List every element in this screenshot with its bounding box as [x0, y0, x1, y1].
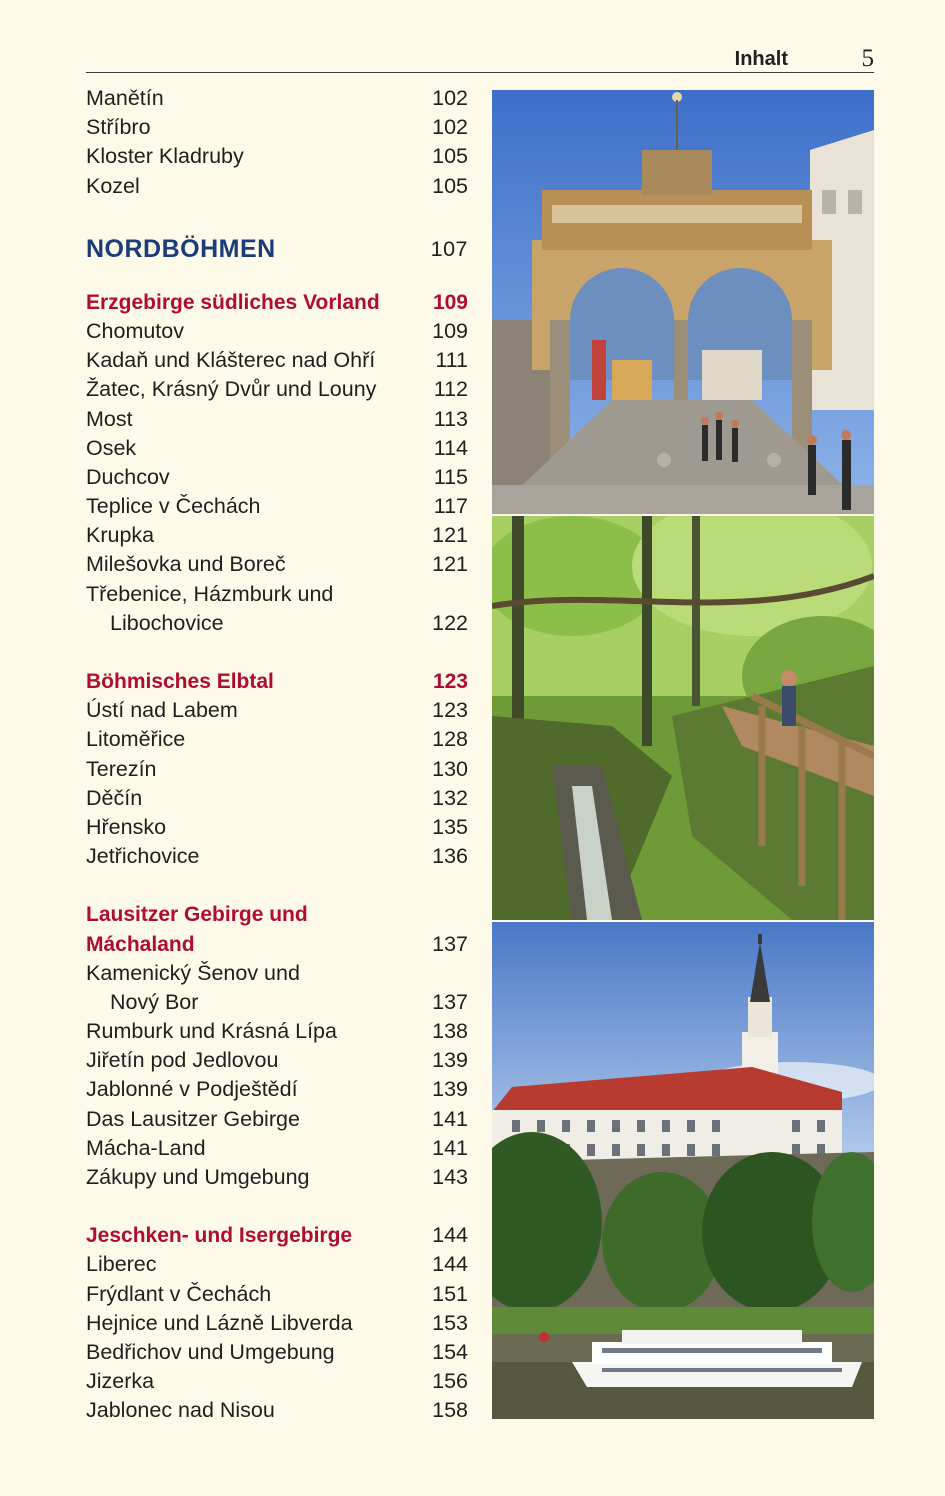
section-title: Inhalt [734, 48, 788, 70]
toc-entry-continued[interactable]: Libochovice 122 [110, 610, 468, 635]
toc-subheading[interactable]: Böhmisches Elbtal 123 [86, 670, 468, 693]
toc-entry[interactable]: Chomutov 109 [86, 318, 468, 343]
castle-river-photo [492, 922, 874, 1419]
toc-entry[interactable]: Kadaň und Klášterec nad Ohří 111 [86, 348, 468, 373]
toc-entry[interactable]: Stříbro 102 [86, 115, 468, 140]
toc-entry[interactable]: Jiřetín pod Jedlovou 139 [86, 1048, 468, 1073]
toc-entry[interactable]: Most 113 [86, 406, 468, 431]
toc-region-heading[interactable]: NORDBÖHMEN 107 [86, 234, 468, 263]
toc-entry[interactable]: Litoměřice 128 [86, 727, 468, 752]
toc-entry[interactable]: Milešovka und Boreč 121 [86, 552, 468, 577]
forest-gorge-illustration [492, 516, 874, 920]
toc-entry[interactable]: Kloster Kladruby 105 [86, 144, 468, 169]
spacer [86, 638, 468, 667]
toc-entry[interactable]: Krupka 121 [86, 523, 468, 548]
toc-subheading[interactable]: Erzgebirge südliches Vorland 109 [86, 290, 468, 314]
toc-entry[interactable]: Děčín 132 [86, 785, 468, 810]
toc-entry[interactable]: Teplice v Čechách 117 [86, 494, 468, 519]
toc-entry[interactable]: Ústí nad Labem 123 [86, 698, 468, 723]
toc-entry[interactable]: Jizerka 156 [86, 1369, 468, 1394]
toc-entry[interactable]: Hřensko 135 [86, 814, 468, 839]
toc-entry[interactable]: Kozel 105 [86, 173, 468, 198]
toc-entry[interactable]: Zákupy und Umgebung 143 [86, 1165, 468, 1189]
toc-entry[interactable]: Kamenický Šenov und [86, 960, 300, 985]
toc-entry[interactable]: Manětín 102 [86, 86, 468, 110]
table-of-contents [86, 84, 468, 1426]
toc-subheading[interactable]: Jeschken- und Isergebirge 144 [86, 1223, 468, 1248]
toc-entry[interactable]: Jetřichovice 136 [86, 844, 468, 869]
toc-entry[interactable]: Frýdlant v Čechách 151 [86, 1281, 468, 1306]
toc-entry[interactable]: Osek 114 [86, 435, 468, 460]
toc-entry[interactable]: Žatec, Krásný Dvůr und Louny 112 [86, 377, 468, 402]
toc-entry[interactable]: Bedřichov und Umgebung 154 [86, 1339, 468, 1364]
brewery-gate-illustration [492, 90, 874, 514]
toc-entry[interactable]: Mácha-Land 141 [86, 1135, 468, 1160]
toc-entry[interactable]: Liberec 144 [86, 1252, 468, 1277]
toc-entry[interactable]: Jablonec nad Nisou 158 [86, 1398, 468, 1423]
toc-entry[interactable]: Třebenice, Házmburk und [86, 581, 334, 606]
spacer [86, 268, 468, 288]
toc-subheading[interactable]: Lausitzer Gebirge und [86, 903, 308, 927]
toc-entry-continued[interactable]: Nový Bor 137 [110, 989, 468, 1014]
castle-river-illustration [492, 922, 874, 1419]
toc-entry[interactable]: Duchcov 115 [86, 464, 468, 489]
spacer [86, 201, 468, 230]
toc-entry[interactable]: Terezín 130 [86, 756, 468, 781]
forest-gorge-photo [492, 516, 874, 920]
page-number: 5 [861, 45, 874, 72]
toc-entry[interactable]: Jablonné v Podještědí 139 [86, 1077, 468, 1102]
spacer [86, 871, 468, 900]
spacer [86, 1192, 468, 1221]
toc-subheading-continued[interactable]: Máchaland 137 [86, 931, 468, 956]
toc-entry[interactable]: Rumburk und Krásná Lípa 138 [86, 1019, 468, 1044]
toc-entry[interactable]: Das Lausitzer Gebirge 141 [86, 1106, 468, 1131]
page-header [86, 40, 874, 73]
toc-entry[interactable]: Hejnice und Lázně Libverda 153 [86, 1310, 468, 1335]
brewery-gate-photo [492, 90, 874, 514]
